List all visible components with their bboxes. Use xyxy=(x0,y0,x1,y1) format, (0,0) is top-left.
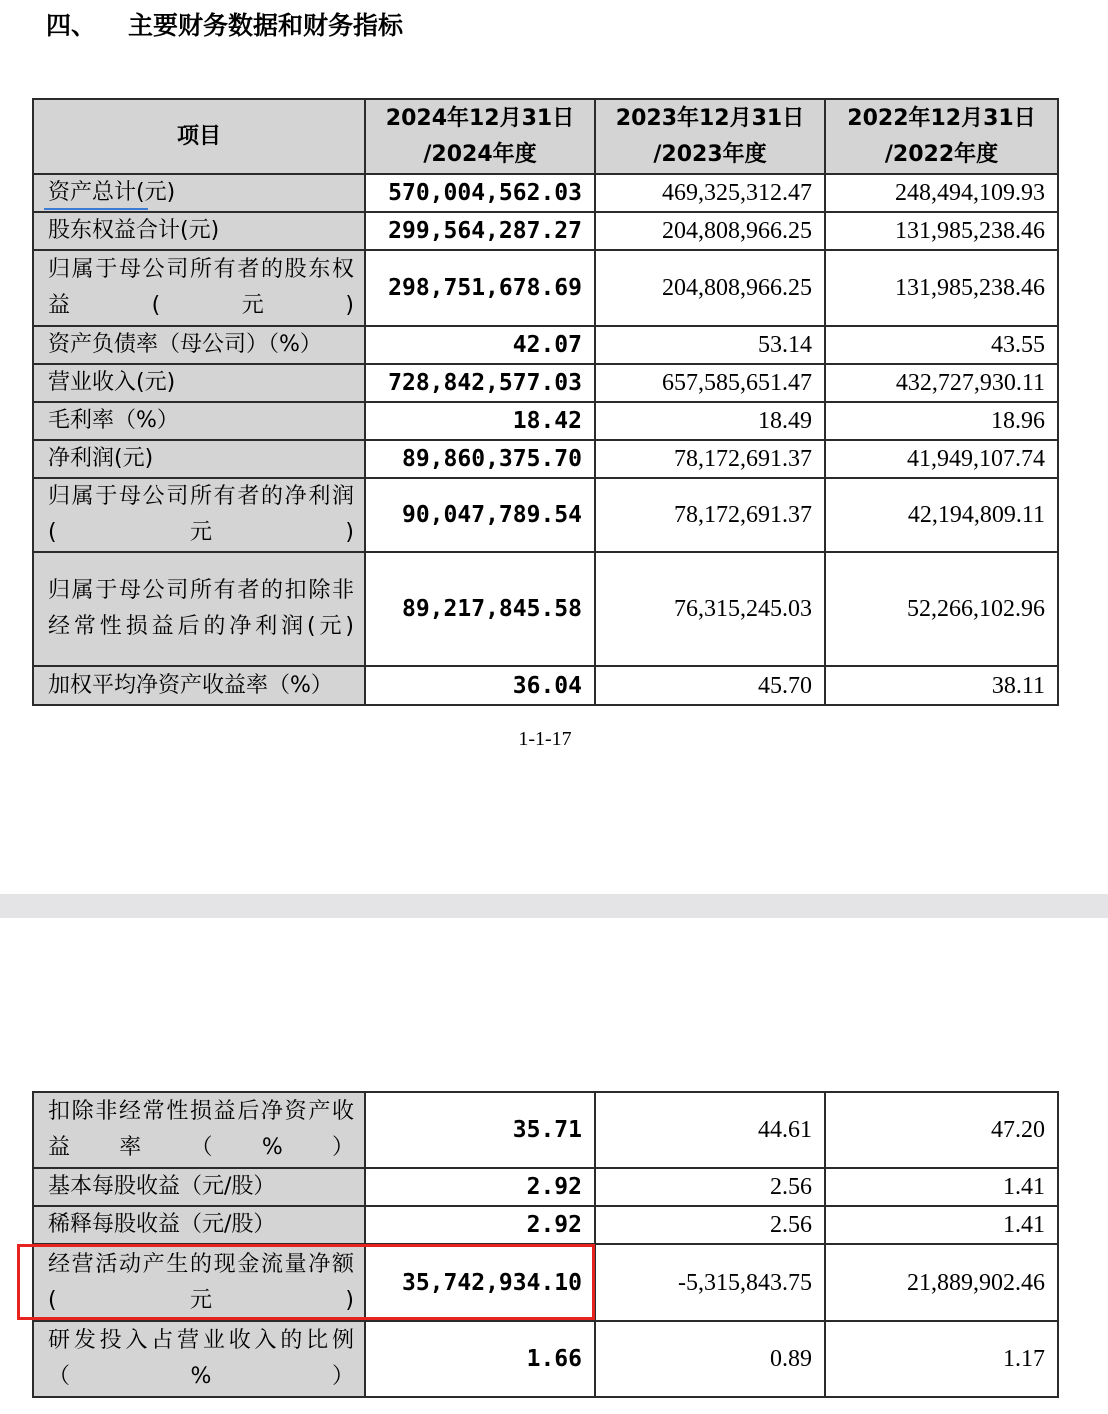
value-2024: 35.71 xyxy=(365,1092,595,1168)
section-title: 主要财务数据和财务指标 xyxy=(128,11,404,40)
row-label: 扣除非经常性损益后净资产收益率（%） xyxy=(33,1092,365,1168)
value-2022: 248,494,109.93 xyxy=(825,174,1058,212)
value-2023: 204,808,966.25 xyxy=(595,212,825,250)
value-2023: 657,585,651.47 xyxy=(595,364,825,402)
value-2024: 570,004,562.03 xyxy=(365,174,595,212)
value-2023: 53.14 xyxy=(595,326,825,364)
row-label: 归属于母公司所有者的净利润(元) xyxy=(33,478,365,552)
value-2024: 18.42 xyxy=(365,402,595,440)
value-2024: 728,842,577.03 xyxy=(365,364,595,402)
annotation-underline xyxy=(44,208,148,210)
table-row xyxy=(33,402,1058,440)
header-item: 项目 xyxy=(33,99,365,174)
value-2022: 1.17 xyxy=(825,1321,1058,1397)
value-2024: 36.04 xyxy=(365,666,595,705)
row-label: 净利润(元) xyxy=(33,440,365,478)
value-2024: 42.07 xyxy=(365,326,595,364)
header-2023: 2023年12月31日 /2023年度 xyxy=(595,99,825,174)
table-row xyxy=(33,364,1058,402)
value-2022: 41,949,107.74 xyxy=(825,440,1058,478)
value-2022: 432,727,930.11 xyxy=(825,364,1058,402)
value-2024: 2.92 xyxy=(365,1168,595,1206)
header-2024: 2024年12月31日 /2024年度 xyxy=(365,99,595,174)
table-row xyxy=(33,212,1058,250)
row-label: 归属于母公司所有者的股东权益(元) xyxy=(33,250,365,326)
table-row xyxy=(33,1321,1058,1397)
row-label: 资产负债率（母公司）（%） xyxy=(33,326,365,364)
value-2022: 1.41 xyxy=(825,1206,1058,1244)
value-2024: 1.66 xyxy=(365,1321,595,1397)
financial-table-part1 xyxy=(32,98,1059,706)
value-2024: 2.92 xyxy=(365,1206,595,1244)
row-label: 营业收入(元) xyxy=(33,364,365,402)
table-row xyxy=(33,250,1058,326)
value-2024: 89,217,845.58 xyxy=(365,552,595,666)
value-2023: -5,315,843.75 xyxy=(595,1244,825,1321)
table-row xyxy=(33,552,1058,666)
table-row xyxy=(33,326,1058,364)
row-label: 资产总计(元) xyxy=(33,174,365,212)
financial-table-part2 xyxy=(32,1091,1059,1398)
row-label: 稀释每股收益（元/股） xyxy=(33,1206,365,1244)
row-label: 加权平均净资产收益率（%） xyxy=(33,666,365,705)
value-2023: 0.89 xyxy=(595,1321,825,1397)
value-2024: 35,742,934.10 xyxy=(365,1244,595,1321)
value-2023: 2.56 xyxy=(595,1168,825,1206)
table-row xyxy=(33,1092,1058,1168)
value-2023: 78,172,691.37 xyxy=(595,440,825,478)
value-2022: 21,889,902.46 xyxy=(825,1244,1058,1321)
section-heading xyxy=(46,6,403,46)
value-2023: 76,315,245.03 xyxy=(595,552,825,666)
value-2023: 44.61 xyxy=(595,1092,825,1168)
value-2022: 47.20 xyxy=(825,1092,1058,1168)
row-label: 归属于母公司所有者的扣除非经常性损益后的净利润(元) xyxy=(33,552,365,666)
value-2022: 131,985,238.46 xyxy=(825,212,1058,250)
value-2022: 43.55 xyxy=(825,326,1058,364)
table-row xyxy=(33,1244,1058,1321)
section-number: 四、 xyxy=(46,11,97,40)
value-2023: 2.56 xyxy=(595,1206,825,1244)
table-row xyxy=(33,666,1058,705)
value-2022: 18.96 xyxy=(825,402,1058,440)
header-2022: 2022年12月31日 /2022年度 xyxy=(825,99,1058,174)
value-2024: 89,860,375.70 xyxy=(365,440,595,478)
value-2022: 42,194,809.11 xyxy=(825,478,1058,552)
value-2022: 1.41 xyxy=(825,1168,1058,1206)
value-2023: 18.49 xyxy=(595,402,825,440)
row-label: 基本每股收益（元/股） xyxy=(33,1168,365,1206)
value-2024: 90,047,789.54 xyxy=(365,478,595,552)
row-label: 股东权益合计(元) xyxy=(33,212,365,250)
value-2023: 204,808,966.25 xyxy=(595,250,825,326)
table-row xyxy=(33,440,1058,478)
table-header-row xyxy=(33,99,1058,174)
value-2024: 299,564,287.27 xyxy=(365,212,595,250)
value-2022: 131,985,238.46 xyxy=(825,250,1058,326)
table-row xyxy=(33,1168,1058,1206)
page-separator xyxy=(0,894,1108,918)
value-2022: 38.11 xyxy=(825,666,1058,705)
table-row xyxy=(33,1206,1058,1244)
row-label: 毛利率（%） xyxy=(33,402,365,440)
value-2023: 469,325,312.47 xyxy=(595,174,825,212)
table-row xyxy=(33,478,1058,552)
value-2024: 298,751,678.69 xyxy=(365,250,595,326)
page-number: 1-1-17 xyxy=(518,728,572,750)
value-2023: 78,172,691.37 xyxy=(595,478,825,552)
table-row xyxy=(33,174,1058,212)
value-2023: 45.70 xyxy=(595,666,825,705)
value-2022: 52,266,102.96 xyxy=(825,552,1058,666)
row-label: 研发投入占营业收入的比例（%） xyxy=(33,1321,365,1397)
row-label: 经营活动产生的现金流量净额(元) xyxy=(33,1244,365,1321)
